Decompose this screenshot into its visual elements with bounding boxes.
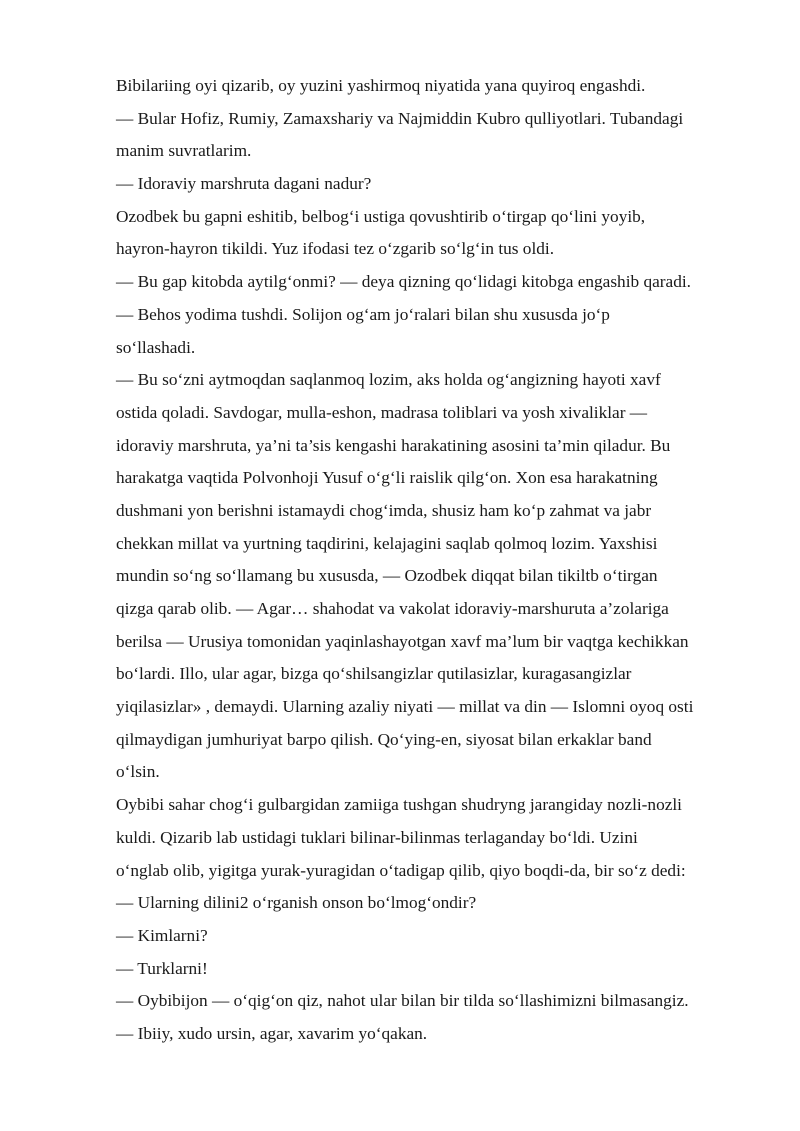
text-line: — Bu soʻzni aytmoqdan saqlanmoq lozim, aks holda ogʻangizning hayoti xavf xyxy=(116,370,661,390)
text-line: — Bu gap kitobda aytilgʻonmi? — deya qizning qoʻlidagi kitobga engashib qaradi. xyxy=(116,272,691,292)
text-line: dushmani yon berishni istamaydi chogʻimda, shusiz ham koʻp zahmat va jabr xyxy=(116,500,652,520)
text-line: idoraviy marshruta, ya’ni ta’sis kengashi harakatining asosini ta’min qiladur. Bu xyxy=(116,435,671,455)
text-line: — Bular Hofiz, Rumiy, Zamaxshariy va Najmiddin Kubro qulliyotlari. Tubandagi xyxy=(116,108,684,128)
text-line: qilmaydigan jumhuriyat barpo qilish. Qoʻying-en, siyosat bilan erkaklar band xyxy=(116,729,652,749)
document-body xyxy=(116,70,746,1051)
text-line: hayron-hayron tikildi. Yuz ifodasi tez oʻzgarib soʻlgʻin tus oldi. xyxy=(116,239,555,259)
text-line: qizga qarab olib. — Agar… shahodat va vakolat idoraviy-marshuruta a’zolariga xyxy=(116,599,669,618)
text-line: berilsa — Urusiya tomonidan yaqinlashayotgan xavf ma’lum bir vaqtga kechikkan xyxy=(116,631,689,651)
text-line: — Behos yodima tushdi. Solijon ogʻam joʻralari bilan shu xususda joʻp xyxy=(116,304,610,324)
text-line: manim suvratlarim. xyxy=(116,141,252,161)
text-line: harakatga vaqtida Polvonhoji Yusuf oʻgʻli raislik qilgʻon. Xon esa harakatning xyxy=(116,468,658,488)
text-line: — Ibiiy, xudo ursin, agar, xavarim yoʻqakan. xyxy=(116,1023,428,1043)
text-line: Oybibi sahar chogʻi gulbargidan zamiiga tushgan shudryng jarangiday nozli-nozli xyxy=(116,795,682,815)
text-line: oʻlsin. xyxy=(116,762,160,782)
text-line: oʻnglab olib, yigitga yurak-yuragidan oʻtadigap qilib, qiyo boqdi-da, bir soʻz dedi: xyxy=(116,860,686,880)
text-line: chekkan millat va yurtning taqdirini, kelajagini saqlab qolmoq lozim. Yaxshisi xyxy=(116,533,658,553)
text-line: — Kimlarni? xyxy=(116,925,208,945)
text-line: mundin soʻng soʻllamang bu xususda, — Ozodbek diqqat bilan tikiltb oʻtirgan xyxy=(116,566,658,586)
text-line: boʻlardi. Illo, ular agar, bizga qoʻshilsangizlar qutilasizlar, kuragasangizlar xyxy=(116,664,632,684)
text-line: — Ularning dilini2 oʻrganish onson boʻlmogʻondir? xyxy=(116,893,477,913)
text-line: ostida qoladi. Savdogar, mulla-eshon, madrasa toliblari va yosh xivaliklar — xyxy=(116,402,648,422)
text-line: Ozodbek bu gapni eshitib, belbogʻi ustiga qovushtirib oʻtirgap qoʻlini yoyib, xyxy=(116,206,646,226)
text-line: — Turklarni! xyxy=(116,958,208,978)
text-line: — Oybibijon — oʻqigʻon qiz, nahot ular bilan bir tilda soʻllashimizni bilmasangiz. xyxy=(116,991,689,1011)
text-line: yiqilasizlar» , demaydi. Ularning azaliy niyati — millat va din — Islomni oyoq osti xyxy=(116,697,694,717)
text-line: Bibilariing oyi qizarib, oy yuzini yashirmoq niyatida yana quyiroq engashdi. xyxy=(116,76,646,95)
text-line: soʻllashadi. xyxy=(116,337,196,357)
text-line: kuldi. Qizarib lab ustidagi tuklari bilinar-bilinmas terlaganday boʻldi. Uzini xyxy=(116,827,638,847)
text-line: — Idoraviy marshruta dagani nadur? xyxy=(116,174,372,194)
